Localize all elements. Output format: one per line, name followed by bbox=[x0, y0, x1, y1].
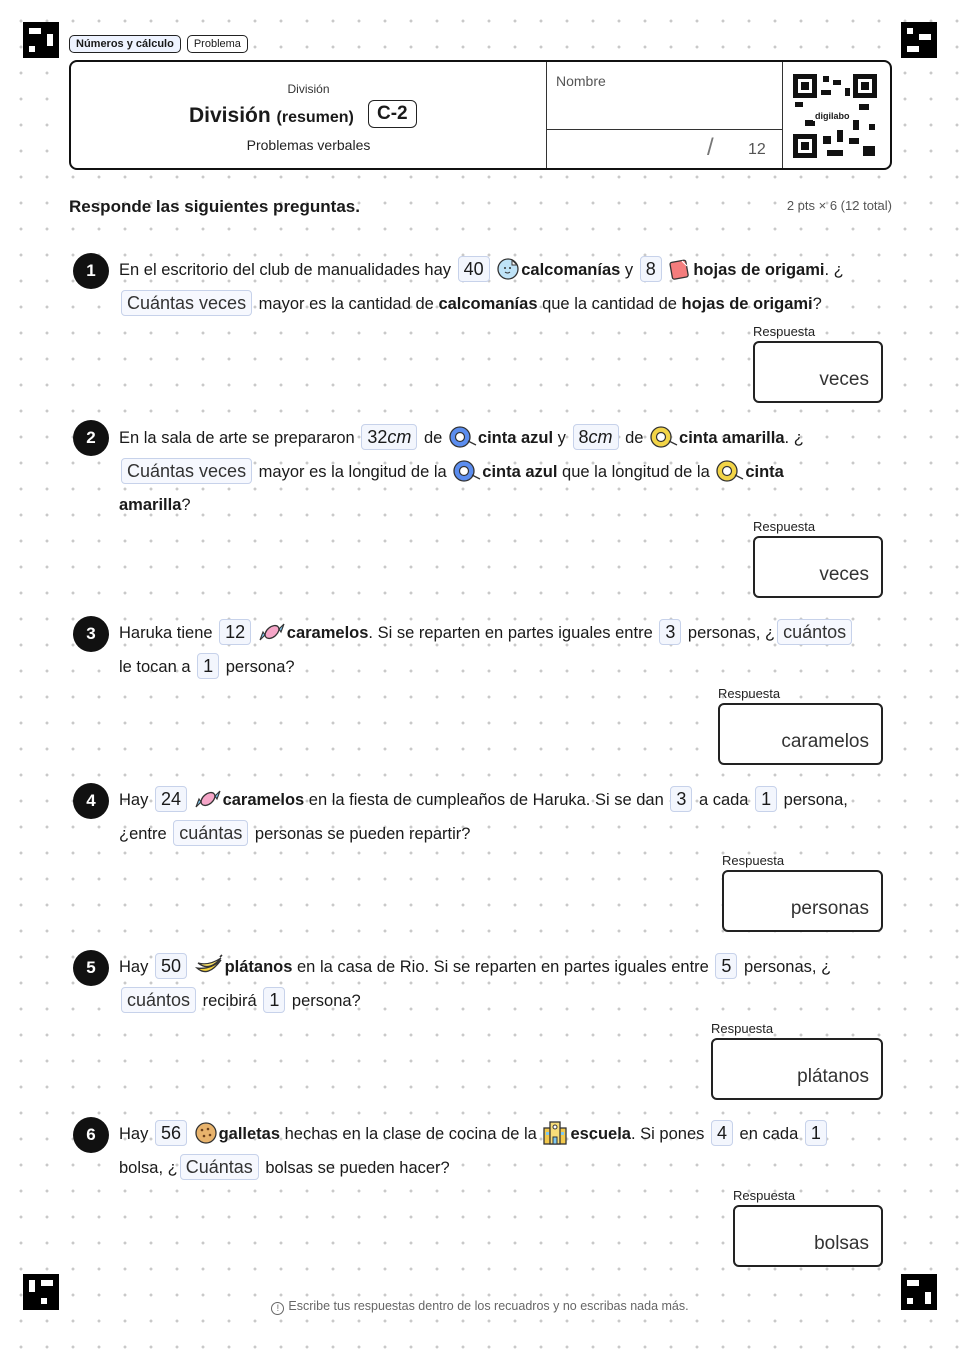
question-text: ? bbox=[181, 496, 191, 514]
keyword-text: caramelos bbox=[222, 791, 305, 809]
number-box: 4 bbox=[711, 1120, 733, 1146]
number-box bbox=[361, 424, 417, 450]
question-text: ¿entre bbox=[119, 824, 172, 843]
number-box: 3 bbox=[659, 619, 681, 645]
keyword-text: escuela bbox=[570, 1125, 631, 1143]
keyword-box: Cuántas veces bbox=[121, 458, 252, 484]
question-text: Hay bbox=[119, 791, 153, 809]
answer-unit: bolsas bbox=[814, 1233, 869, 1254]
candy-icon bbox=[194, 787, 222, 811]
header-code: C-2 bbox=[368, 100, 417, 128]
answer-label: Respuesta bbox=[722, 853, 785, 868]
answer-unit: veces bbox=[819, 369, 869, 390]
question-number: 3 bbox=[73, 616, 109, 652]
header-title: División (resumen) bbox=[189, 104, 354, 127]
question-number: 4 bbox=[73, 783, 109, 819]
question-number: 5 bbox=[73, 950, 109, 986]
keyword-text: cinta amarilla bbox=[679, 429, 785, 447]
keyword-box: cuántos bbox=[777, 619, 852, 645]
question-6-text bbox=[119, 1118, 889, 1185]
question-text: . ¿ bbox=[824, 261, 844, 279]
keyword-box: cuántas bbox=[173, 820, 248, 846]
answer-label: Respuesta bbox=[753, 324, 816, 339]
answer-box-6[interactable] bbox=[733, 1205, 883, 1267]
question-text: En el escritorio del club de manualidades hay bbox=[119, 261, 456, 279]
keyword-text: cinta azul bbox=[477, 429, 554, 447]
question-text: . Si pones bbox=[630, 1125, 709, 1143]
qr-code-icon bbox=[793, 74, 877, 158]
answer-label: Respuesta bbox=[711, 1021, 774, 1036]
points-info: 2 pts × 6 (12 total) bbox=[786, 198, 892, 213]
question-text: mayor es la longitud de la bbox=[254, 462, 452, 481]
answer-label: Respuesta bbox=[733, 1188, 796, 1203]
corner-marker-top-left bbox=[23, 22, 59, 58]
keyword-text: plátanos bbox=[224, 958, 293, 976]
question-text: personas, ¿ bbox=[739, 958, 832, 976]
number-box: 3 bbox=[670, 786, 692, 812]
question-1-text bbox=[119, 254, 889, 321]
question-5-text bbox=[119, 951, 889, 1018]
tag-type: Problema bbox=[187, 35, 248, 53]
question-text: persona, bbox=[779, 791, 848, 809]
question-text: persona? bbox=[287, 991, 361, 1010]
question-text: a cada bbox=[694, 791, 754, 809]
question-text: y bbox=[553, 429, 571, 447]
question-text: en cada bbox=[734, 1125, 803, 1143]
question-text: que la longitud de la bbox=[557, 462, 715, 481]
number-box: 56 bbox=[155, 1120, 187, 1146]
qr-label: digilabo bbox=[815, 111, 850, 121]
question-text: bolsas se pueden hacer? bbox=[260, 1158, 450, 1177]
keyword-box: Cuántas bbox=[180, 1154, 259, 1180]
question-text: En la sala de arte se prepararon bbox=[119, 429, 360, 447]
instructions: Responde las siguientes preguntas. bbox=[69, 197, 360, 216]
question-text: . Si se reparten en partes iguales entre bbox=[368, 624, 658, 642]
blue-tape-icon bbox=[447, 425, 477, 449]
question-text: persona? bbox=[221, 657, 295, 676]
answer-label: Respuesta bbox=[753, 519, 816, 534]
number-box: 1 bbox=[263, 987, 285, 1013]
corner-marker-top-right bbox=[901, 22, 937, 58]
answer-box-4[interactable] bbox=[722, 870, 883, 932]
question-text: que la cantidad de bbox=[537, 294, 682, 313]
header-subject: División bbox=[287, 82, 330, 96]
tag-category: Números y cálculo bbox=[69, 35, 181, 53]
question-text: Hay bbox=[119, 958, 153, 976]
candy-icon bbox=[258, 620, 286, 644]
question-text: 8 bbox=[578, 427, 589, 447]
keyword-text: amarilla bbox=[119, 496, 182, 514]
keyword-text: calcomanías bbox=[438, 294, 538, 313]
keyword-text: cinta azul bbox=[482, 462, 558, 481]
header-title-block bbox=[71, 62, 546, 168]
number-box: 24 bbox=[155, 786, 187, 812]
question-text: en la casa de Rio. Si se reparten en partes iguales entre bbox=[292, 958, 714, 976]
question-4-text bbox=[119, 784, 889, 851]
question-text: y bbox=[620, 261, 638, 279]
number-box: 5 bbox=[715, 953, 737, 979]
question-text: hechas en la clase de cocina de la bbox=[280, 1125, 542, 1143]
number-box: 50 bbox=[155, 953, 187, 979]
score-slash: / bbox=[707, 134, 714, 161]
question-number: 6 bbox=[73, 1117, 109, 1153]
score-total: 12 bbox=[748, 141, 766, 158]
question-text: personas se pueden repartir? bbox=[250, 824, 471, 843]
banana-icon bbox=[194, 954, 224, 978]
question-text: de bbox=[423, 429, 447, 447]
yellow-tape-icon bbox=[714, 459, 744, 483]
info-icon: ! bbox=[271, 1302, 284, 1315]
footer-note: ! Escribe tus respuestas dentro de los recuadros y no escribas nada más. bbox=[0, 1299, 960, 1315]
question-text: 32 bbox=[367, 427, 388, 447]
question-text: le tocan a bbox=[119, 657, 196, 676]
category-tags bbox=[69, 35, 248, 53]
keyword-box: cuántos bbox=[121, 987, 196, 1013]
question-2-text bbox=[119, 422, 889, 523]
keyword-text: cinta bbox=[745, 462, 784, 481]
question-number: 2 bbox=[73, 420, 109, 456]
answer-unit: caramelos bbox=[781, 731, 869, 752]
number-box: 40 bbox=[458, 256, 490, 282]
keyword-box: Cuántas veces bbox=[121, 290, 252, 316]
number-box: 1 bbox=[805, 1120, 827, 1146]
question-text: ? bbox=[812, 294, 822, 313]
question-text: de bbox=[625, 429, 649, 447]
answer-unit: plátanos bbox=[797, 1066, 869, 1087]
question-text: en la fiesta de cumpleaños de Haruka. Si se dan bbox=[304, 791, 669, 809]
answer-label: Respuesta bbox=[718, 686, 781, 701]
keyword-text: caramelos bbox=[286, 624, 369, 642]
answer-box-3[interactable] bbox=[718, 703, 883, 765]
keyword-text: hojas de origami bbox=[693, 261, 825, 279]
answer-unit: personas bbox=[790, 898, 869, 919]
header-description: Problemas verbales bbox=[246, 137, 371, 153]
answer-box-2[interactable] bbox=[753, 536, 883, 598]
keyword-text: calcomanías bbox=[521, 261, 621, 279]
number-box: 12 bbox=[219, 619, 251, 645]
sticker-icon bbox=[496, 257, 520, 281]
keyword-text: hojas de origami bbox=[681, 294, 813, 313]
question-text: bolsa, ¿ bbox=[119, 1158, 178, 1177]
worksheet-header bbox=[69, 60, 892, 170]
name-label: Nombre bbox=[556, 73, 606, 89]
question-text: recibirá bbox=[198, 991, 262, 1010]
question-text: mayor es la cantidad de bbox=[254, 294, 439, 313]
school-icon bbox=[541, 1119, 569, 1145]
blue-tape-icon bbox=[451, 459, 481, 483]
question-3-text bbox=[119, 617, 889, 684]
question-text: . ¿ bbox=[784, 429, 804, 447]
number-box: 8 bbox=[640, 256, 662, 282]
cookie-icon bbox=[194, 1121, 218, 1145]
keyword-text: galletas bbox=[218, 1125, 281, 1143]
question-number: 1 bbox=[73, 253, 109, 289]
question-text: Hay bbox=[119, 1125, 153, 1143]
name-divider bbox=[547, 129, 782, 130]
question-text: cm bbox=[387, 427, 412, 447]
name-score-block bbox=[546, 62, 783, 168]
answer-box-5[interactable] bbox=[711, 1038, 883, 1100]
answer-unit: veces bbox=[819, 564, 869, 585]
question-text: cm bbox=[588, 427, 613, 447]
number-box: 1 bbox=[755, 786, 777, 812]
answer-box-1[interactable] bbox=[753, 341, 883, 403]
origami-paper-icon bbox=[668, 257, 692, 281]
number-box: 1 bbox=[197, 653, 219, 679]
question-text: personas, ¿ bbox=[683, 624, 776, 642]
question-text: Haruka tiene bbox=[119, 624, 218, 642]
yellow-tape-icon bbox=[648, 425, 678, 449]
number-box bbox=[573, 424, 619, 450]
